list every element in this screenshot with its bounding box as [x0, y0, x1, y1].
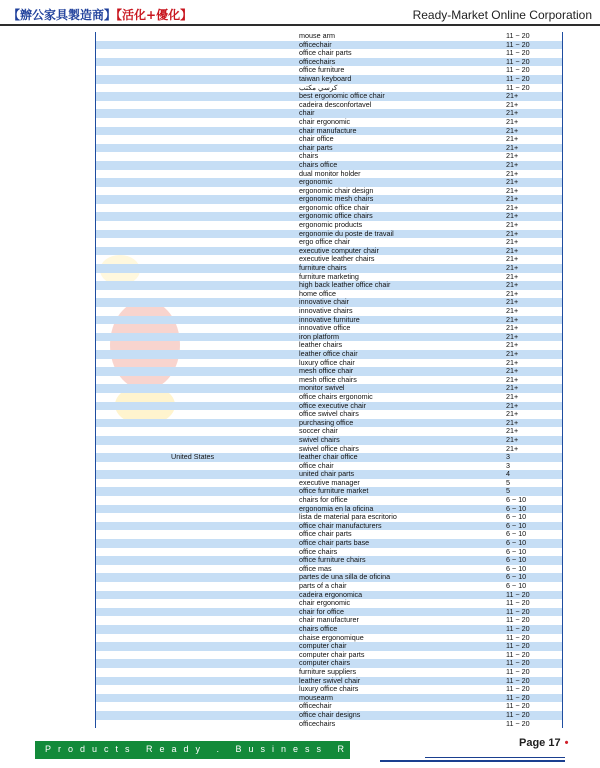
rank-cell: 6 ~ 10: [506, 520, 527, 530]
keyword-cell: high back leather office chair: [299, 280, 391, 290]
rank-cell: 11 ~ 20: [506, 632, 530, 642]
rank-cell: 21+: [506, 314, 519, 324]
keyword-cell: office chair: [299, 460, 334, 470]
rank-cell: 11 ~ 20: [506, 48, 530, 58]
keyword-cell: ergonomic products: [299, 220, 363, 230]
rank-cell: 3: [506, 460, 510, 470]
keyword-cell: office chair parts: [299, 529, 352, 539]
keyword-cell: chaise ergonomique: [299, 632, 364, 642]
keyword-cell: furniture chairs: [299, 263, 347, 273]
keyword-cell: leather office chair: [299, 348, 358, 358]
rank-cell: 21+: [506, 185, 519, 195]
keyword-cell: office mas: [299, 563, 332, 573]
rank-cell: 21+: [506, 125, 519, 135]
rank-cell: 21+: [506, 426, 519, 436]
rank-cell: 11 ~ 20: [506, 589, 530, 599]
keyword-cell: ergonomic chair design: [299, 185, 374, 195]
rank-cell: 21+: [506, 91, 519, 101]
rank-cell: 21+: [506, 383, 519, 393]
rank-cell: 6 ~ 10: [506, 538, 527, 548]
rank-cell: 11 ~ 20: [506, 675, 530, 685]
rank-cell: 5: [506, 486, 510, 496]
rank-cell: 11 ~ 20: [506, 666, 530, 676]
keyword-cell: office executive chair: [299, 400, 366, 410]
rank-cell: 21+: [506, 228, 519, 238]
rank-cell: 21+: [506, 391, 519, 401]
rank-cell: 21+: [506, 245, 519, 255]
rank-cell: 11 ~ 20: [506, 615, 530, 625]
country-cell: United States: [171, 452, 215, 462]
rank-cell: 21+: [506, 116, 519, 126]
rank-cell: 11 ~ 20: [506, 692, 530, 702]
rank-cell: 11 ~ 20: [506, 56, 530, 66]
rank-cell: 6 ~ 10: [506, 563, 527, 573]
keyword-cell: executive computer chair: [299, 245, 379, 255]
page-label: Page 17: [519, 737, 561, 749]
keyword-cell: home office: [299, 288, 337, 298]
keyword-cell: chairs office: [299, 623, 338, 633]
rank-cell: 11 ~ 20: [506, 684, 530, 694]
rank-cell: 11 ~ 20: [506, 718, 530, 728]
rank-cell: 21+: [506, 99, 519, 109]
rank-cell: 21+: [506, 194, 519, 204]
keyword-cell: chair ergonomic: [299, 116, 351, 126]
rank-cell: 5: [506, 477, 510, 487]
keyword-cell: ergonomic office chair: [299, 202, 370, 212]
keyword-cell: chair manufacture: [299, 125, 357, 135]
rank-cell: 21+: [506, 374, 519, 384]
rank-cell: 21+: [506, 254, 519, 264]
keyword-cell: chairs: [299, 151, 319, 161]
rank-cell: 21+: [506, 409, 519, 419]
rank-cell: 21+: [506, 271, 519, 281]
keyword-cell: cadeira desconfortavel: [299, 99, 372, 109]
rank-cell: 21+: [506, 220, 519, 230]
keyword-cell: luxury office chair: [299, 357, 355, 367]
brand-tagline: 【活化+優化】: [116, 8, 193, 22]
rank-cell: 21+: [506, 348, 519, 358]
keyword-cell: computer chair parts: [299, 649, 365, 659]
keyword-cell: executive manager: [299, 477, 360, 487]
rank-cell: 6 ~ 10: [506, 529, 527, 539]
rank-cell: 6 ~ 10: [506, 555, 527, 565]
rank-cell: 21+: [506, 434, 519, 444]
keyword-cell: chairs office: [299, 159, 338, 169]
keyword-cell: luxury office chairs: [299, 684, 359, 694]
keyword-cell: dual monitor holder: [299, 168, 361, 178]
keyword-cell: ergonomia en la oficina: [299, 503, 374, 513]
keyword-cell: computer chair: [299, 641, 347, 651]
keyword-cell: officechairs: [299, 718, 336, 728]
rank-cell: 11 ~ 20: [506, 31, 530, 40]
rank-cell: 21+: [506, 340, 519, 350]
footer-tagline: Products Ready . Business Ready: [45, 744, 399, 754]
brand-title: 【辦公家具製造商】: [8, 8, 117, 22]
keyword-cell: office chairs: [299, 546, 338, 556]
rank-cell: 21+: [506, 443, 519, 453]
rank-cell: 11 ~ 20: [506, 598, 530, 608]
keyword-cell: كرسي مكتب: [299, 82, 338, 92]
keyword-cell: ergonomic: [299, 177, 333, 187]
keyword-cell: purchasing office: [299, 417, 354, 427]
keyword-cell: furniture suppliers: [299, 666, 357, 676]
keyword-cell: innovative chair: [299, 297, 349, 307]
keyword-cell: cadeira ergonomica: [299, 589, 363, 599]
keyword-cell: lista de material para escritorio: [299, 512, 397, 522]
keyword-cell: ergonomie du poste de travail: [299, 228, 394, 238]
keyword-cell: chair office: [299, 134, 334, 144]
rank-cell: 11 ~ 20: [506, 39, 530, 49]
rank-cell: 21+: [506, 211, 519, 221]
rank-cell: 6 ~ 10: [506, 572, 527, 582]
footer-rule: [380, 760, 565, 762]
rank-cell: 21+: [506, 366, 519, 376]
rank-cell: 6 ~ 10: [506, 512, 527, 522]
company-name: Ready-Market Online Corporation: [412, 8, 592, 22]
rank-cell: 21+: [506, 280, 519, 290]
rank-cell: 11 ~ 20: [506, 641, 530, 651]
rank-cell: 21+: [506, 288, 519, 298]
keyword-ranking-table: [95, 32, 563, 728]
rank-cell: 11 ~ 20: [506, 649, 530, 659]
rank-cell: 11 ~ 20: [506, 82, 530, 92]
keyword-cell: mousearm: [299, 692, 333, 702]
rank-cell: 21+: [506, 177, 519, 187]
keyword-cell: executive leather chairs: [299, 254, 375, 264]
keyword-cell: mesh office chairs: [299, 374, 357, 384]
keyword-cell: office chair parts base: [299, 538, 370, 548]
rank-cell: 21+: [506, 134, 519, 144]
keyword-cell: iron platform: [299, 331, 339, 341]
keyword-cell: office swivel chairs: [299, 409, 359, 419]
keyword-cell: officechairs: [299, 56, 336, 66]
keyword-cell: taiwan keyboard: [299, 73, 352, 83]
keyword-cell: leather chairs: [299, 340, 343, 350]
keyword-cell: innovative furniture: [299, 314, 360, 324]
rank-cell: 21+: [506, 151, 519, 161]
keyword-cell: ergo office chair: [299, 237, 351, 247]
keyword-cell: soccer chair: [299, 426, 338, 436]
keyword-cell: office furniture: [299, 65, 345, 75]
rank-cell: 21+: [506, 357, 519, 367]
rank-cell: 21+: [506, 142, 519, 152]
keyword-cell: furniture marketing: [299, 271, 359, 281]
rank-cell: 21+: [506, 400, 519, 410]
keyword-cell: innovative chairs: [299, 306, 353, 315]
footer-rule: [425, 757, 565, 758]
keyword-cell: mouse arm: [299, 31, 335, 40]
rank-cell: 21+: [506, 297, 519, 307]
rank-cell: 6 ~ 10: [506, 495, 527, 505]
keyword-cell: officechair: [299, 701, 332, 711]
rank-cell: 11 ~ 20: [506, 73, 530, 83]
table-row: [96, 720, 562, 729]
keyword-cell: chair ergonomic: [299, 598, 351, 608]
rank-cell: 21+: [506, 168, 519, 178]
rank-cell: 21+: [506, 108, 519, 118]
rank-cell: 21+: [506, 306, 519, 315]
footer-banner: [35, 741, 399, 759]
rank-cell: 6 ~ 10: [506, 546, 527, 556]
keyword-cell: chair parts: [299, 142, 333, 152]
rank-cell: 11 ~ 20: [506, 709, 530, 719]
keyword-cell: leather swivel chair: [299, 675, 361, 685]
bullet-icon: •: [564, 737, 569, 749]
header-brand: [8, 6, 192, 23]
page-number: [519, 737, 568, 749]
keyword-cell: office furniture market: [299, 486, 369, 496]
keyword-cell: office chair parts: [299, 48, 352, 58]
rank-cell: 21+: [506, 417, 519, 427]
rank-cell: 21+: [506, 331, 519, 341]
keyword-cell: office chair designs: [299, 709, 361, 719]
rank-cell: 6 ~ 10: [506, 581, 527, 590]
header-divider: [0, 24, 600, 26]
keyword-cell: computer chairs: [299, 658, 351, 668]
keyword-cell: chair for office: [299, 606, 345, 616]
keyword-cell: chair manufacturer: [299, 615, 359, 625]
rank-cell: 11 ~ 20: [506, 701, 530, 711]
keyword-cell: mesh office chair: [299, 366, 354, 376]
keyword-cell: office chairs ergonomic: [299, 391, 373, 401]
rank-cell: 3: [506, 452, 510, 462]
rank-cell: 11 ~ 20: [506, 606, 530, 616]
keyword-cell: partes de una silla de oficina: [299, 572, 391, 582]
keyword-cell: innovative office: [299, 323, 351, 333]
keyword-cell: ergonomic office chairs: [299, 211, 373, 221]
keyword-cell: chair: [299, 108, 315, 118]
keyword-cell: monitor swivel: [299, 383, 345, 393]
rank-cell: 21+: [506, 237, 519, 247]
rank-cell: 6 ~ 10: [506, 503, 527, 513]
rank-cell: 21+: [506, 323, 519, 333]
keyword-cell: united chair parts: [299, 469, 355, 479]
rank-cell: 21+: [506, 202, 519, 212]
rank-cell: 21+: [506, 159, 519, 169]
keyword-cell: parts of a chair: [299, 581, 347, 590]
keyword-cell: best ergonomic office chair: [299, 91, 385, 101]
rank-cell: 11 ~ 20: [506, 658, 530, 668]
rank-cell: 21+: [506, 263, 519, 273]
keyword-cell: chairs for office: [299, 495, 348, 505]
keyword-cell: leather chair office: [299, 452, 358, 462]
keyword-cell: office chair manufacturers: [299, 520, 382, 530]
rank-cell: 4: [506, 469, 510, 479]
rank-cell: 11 ~ 20: [506, 65, 530, 75]
keyword-cell: swivel office chairs: [299, 443, 359, 453]
table-row: [96, 101, 562, 110]
keyword-cell: office furniture chairs: [299, 555, 366, 565]
keyword-cell: officechair: [299, 39, 332, 49]
keyword-cell: swivel chairs: [299, 434, 340, 444]
table-row: [96, 144, 562, 153]
rank-cell: 11 ~ 20: [506, 623, 530, 633]
keyword-cell: ergonomic mesh chairs: [299, 194, 374, 204]
